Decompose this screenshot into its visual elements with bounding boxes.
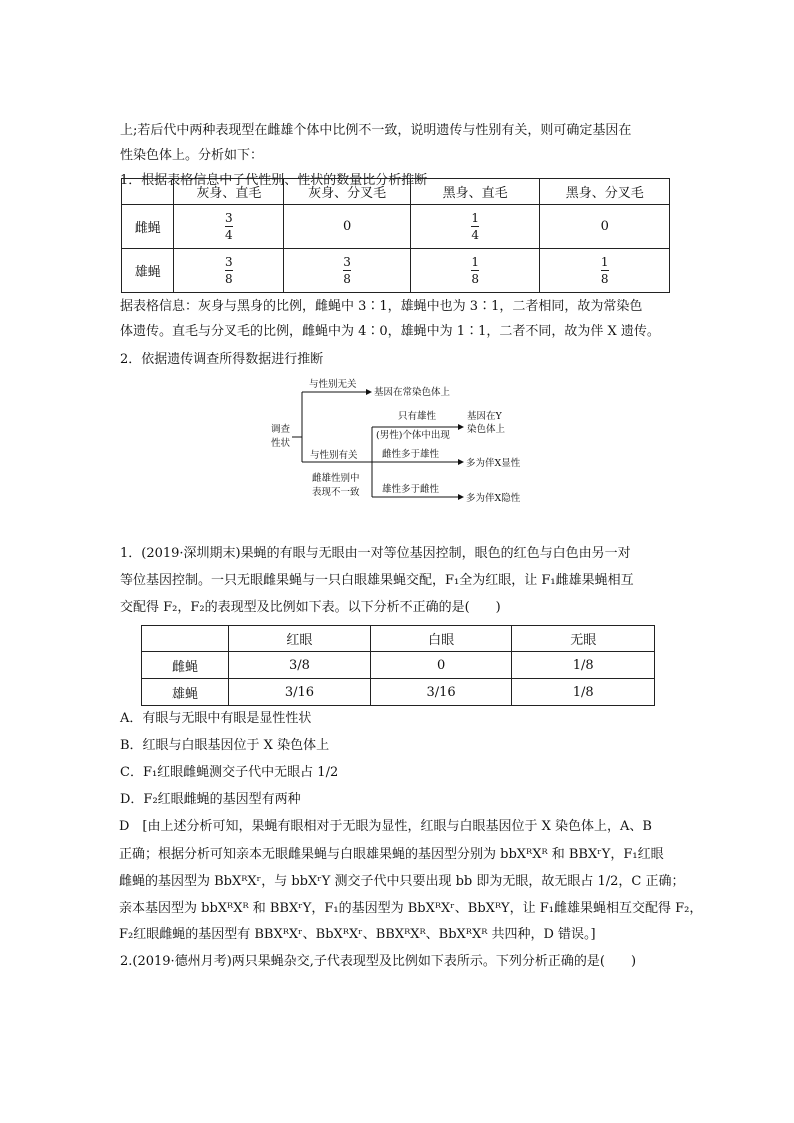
value-cell: 3/16 <box>229 679 371 706</box>
diagram-result-label: 多为伴X显性 <box>466 458 521 469</box>
diagram-branch-label: 与性别有关 <box>310 450 358 461</box>
answer-line: D [由上述分析可知，果蝇有眼相对于无眼为显性，红眼与白眼基因位于 X 染色体上，A、B <box>119 819 652 834</box>
row-label: 雄蝇 <box>122 249 174 293</box>
table-header-cell: 黑身、分叉毛 <box>540 179 670 205</box>
table-header-cell: 无眼 <box>512 626 655 652</box>
diagram-result-label: 多为伴X隐性 <box>466 493 521 504</box>
value-cell: 1/8 <box>512 679 655 706</box>
diagram-condition-label: (男性)个体中出现 <box>376 430 450 441</box>
section1-conclusion-2: 体遗传。直毛与分叉毛的比例，雌蝇中为 4∶0，雄蝇中为 1∶1，二者不同，故为伴 X 遗传。 <box>120 324 660 339</box>
diagram-branch-label: 与性别无关 <box>309 379 357 390</box>
row-label: 雌蝇 <box>142 652 229 679</box>
answer-line: 雌蝇的基因型为 BbXᴿXʳ，与 bbXʳY 测交子代中只要出现 bb 即为无眼，故无眼占 1/2，C 正确； <box>119 874 685 889</box>
table-header-cell: 红眼 <box>229 626 371 652</box>
table-row <box>122 249 670 293</box>
table-row <box>142 679 655 706</box>
diagram-condition-label: 雌雄性别中 <box>312 473 360 484</box>
table-header-cell: 灰身、分叉毛 <box>284 179 411 205</box>
question2-stem: 2.(2019·德州月考)两只果蝇杂交,子代表现型及比例如下表所示。下列分析正确的是( ) <box>120 954 637 969</box>
value-cell: 3/16 <box>370 679 512 706</box>
option-a: A．有眼与无眼中有眼是显性性状 <box>120 711 312 726</box>
answer-line: 亲本基因型为 bbXᴿXᴿ 和 BBXʳY，F₁的基因型为 BbXᴿXʳ、BbXᴿY，让 F₁雌雄果蝇相互交配得 F₂， <box>119 901 703 916</box>
intro-line-1: 上;若后代中两种表现型在雌雄个体中比例不一致，说明遗传与性别有关，则可确定基因在 <box>120 123 632 138</box>
value-cell: 0 <box>540 205 670 249</box>
fraction-cell: $\frac{1}{8}$ <box>540 249 670 293</box>
table-header-cell <box>122 179 174 205</box>
fraction-cell: $\frac{1}{4}$ <box>410 205 540 249</box>
fraction-cell: $\frac{3}{8}$ <box>284 249 411 293</box>
answer-line: 正确；根据分析可知亲本无眼雌果蝇与白眼雄果蝇的基因型分别为 bbXᴿXᴿ 和 BBXʳY，F₁红眼 <box>119 847 664 862</box>
fraction-cell: $\frac{1}{8}$ <box>410 249 540 293</box>
option-c: C．F₁红眼雌蝇测交子代中无眼占 1/2 <box>120 765 339 780</box>
question1-stem-2: 等位基因控制。一只无眼雌果蝇与一只白眼雄果蝇交配，F₁全为红眼，让 F₁雌雄果蝇相互 <box>120 573 634 588</box>
section1-conclusion-1: 据表格信息：灰身与黑身的比例，雌蝇中 3∶1，雄蝇中也为 3∶1，二者相同，故为常染色 <box>120 299 643 314</box>
row-label: 雄蝇 <box>142 679 229 706</box>
diagram-root-label: 调查 <box>271 424 291 435</box>
table-header-row <box>142 626 655 652</box>
intro-line-2: 性染色体上。分析如下： <box>120 148 264 163</box>
diagram-result-label: 基因在常染色体上 <box>374 387 451 398</box>
value-cell: 0 <box>284 205 411 249</box>
table-row <box>142 652 655 679</box>
option-d: D．F₂红眼雌蝇的基因型有两种 <box>120 792 301 807</box>
answer-line: F₂红眼雌蝇的基因型有 BBXᴿXʳ、BbXᴿXʳ、BBXᴿXᴿ、BbXᴿXᴿ 共四种，D 错误。] <box>119 927 596 942</box>
diagram-result-label: 染色体上 <box>467 424 506 435</box>
section2-heading: 2．依据遗传调查所得数据进行推断 <box>120 352 324 367</box>
row-label: 雌蝇 <box>122 205 174 249</box>
option-b: B．红眼与白眼基因位于 X 染色体上 <box>120 738 330 753</box>
table-row <box>122 205 670 249</box>
body-color-bristle-table <box>121 178 670 293</box>
diagram-root-label: 性状 <box>271 438 291 449</box>
diagram-condition-label: 雄性多于雌性 <box>382 484 440 495</box>
diagram-condition-label: 只有雄性 <box>398 411 437 422</box>
value-cell: 3/8 <box>229 652 371 679</box>
fraction-cell: $\frac{3}{4}$ <box>174 205 284 249</box>
diagram-condition-label: 雌性多于雄性 <box>382 449 440 460</box>
table-header-cell: 白眼 <box>370 626 512 652</box>
value-cell: 0 <box>370 652 512 679</box>
inheritance-inference-diagram <box>262 372 542 510</box>
fraction-cell: $\frac{3}{8}$ <box>174 249 284 293</box>
section1-heading: 1．根据表格信息中子代性别、性状的数量比分析推断 <box>120 173 428 188</box>
diagram-result-label: 基因在Y <box>467 411 502 422</box>
table-header-cell: 灰身、直毛 <box>174 179 284 205</box>
table-header-cell: 黑身、直毛 <box>410 179 540 205</box>
table-header-row <box>122 179 670 205</box>
question1-stem-3: 交配得 F₂，F₂的表现型及比例如下表。以下分析不正确的是( ) <box>120 600 501 615</box>
eye-phenotype-table <box>141 625 655 706</box>
table-header-cell <box>142 626 229 652</box>
diagram-condition-label: 表现不一致 <box>312 487 360 498</box>
value-cell: 1/8 <box>512 652 655 679</box>
question1-stem-1: 1．(2019·深圳期末)果蝇的有眼与无眼由一对等位基因控制，眼色的红色与白色由另一对 <box>120 546 631 561</box>
